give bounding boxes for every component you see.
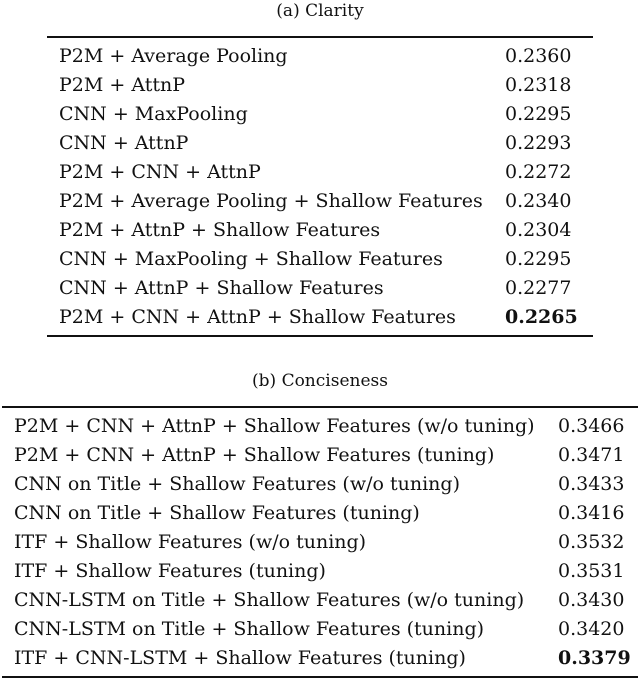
clarity-rows (47, 42, 593, 332)
score-cell: 0.3532 (558, 531, 625, 553)
table-row (47, 216, 593, 245)
best-score-cell: 0.3379 (558, 647, 631, 669)
clarity-table (47, 36, 593, 337)
method-cell: P2M + CNN + AttnP + Shallow Features (w/o tuning) (14, 415, 535, 437)
method-cell: ITF + Shallow Features (tuning) (14, 560, 326, 582)
conciseness-bottom-rule (2, 676, 638, 678)
table-row (47, 100, 593, 129)
method-cell: CNN on Title + Shallow Features (w/o tuning) (14, 473, 460, 495)
method-cell: P2M + CNN + AttnP + Shallow Features (59, 306, 456, 328)
table-row (2, 557, 638, 586)
table-row (47, 42, 593, 71)
score-cell: 0.3416 (558, 502, 625, 524)
method-cell: CNN + MaxPooling (59, 103, 248, 125)
method-cell: CNN-LSTM on Title + Shallow Features (tuning) (14, 618, 485, 640)
score-cell: 0.3471 (558, 444, 625, 466)
clarity-caption: (a) Clarity (276, 1, 364, 21)
table-row (2, 528, 638, 557)
method-cell: CNN + AttnP + Shallow Features (59, 277, 384, 299)
method-cell: P2M + CNN + AttnP (59, 161, 261, 183)
conciseness-rows (2, 412, 638, 673)
table-row (2, 441, 638, 470)
score-cell: 0.3430 (558, 589, 625, 611)
table-row (47, 158, 593, 187)
method-cell: CNN on Title + Shallow Features (tuning) (14, 502, 420, 524)
score-cell: 0.2277 (505, 277, 572, 299)
table-row (47, 187, 593, 216)
best-score-cell: 0.2265 (505, 306, 578, 328)
table-row (47, 245, 593, 274)
score-cell: 0.3420 (558, 618, 625, 640)
table-row (47, 303, 593, 332)
conciseness-table (2, 406, 638, 678)
method-cell: CNN-LSTM on Title + Shallow Features (w/o tuning) (14, 589, 525, 611)
conciseness-caption: (b) Conciseness (252, 371, 388, 391)
method-cell: P2M + AttnP (59, 74, 186, 96)
method-cell: CNN + MaxPooling + Shallow Features (59, 248, 443, 270)
score-cell: 0.2272 (505, 161, 572, 183)
score-cell: 0.2360 (505, 45, 572, 67)
method-cell: ITF + Shallow Features (w/o tuning) (14, 531, 367, 553)
method-cell: P2M + CNN + AttnP + Shallow Features (tuning) (14, 444, 495, 466)
table-row (2, 412, 638, 441)
method-cell: ITF + CNN-LSTM + Shallow Features (tuning) (14, 647, 466, 669)
method-cell: CNN + AttnP (59, 132, 189, 154)
score-cell: 0.3531 (558, 560, 625, 582)
clarity-bottom-rule (47, 335, 593, 337)
score-cell: 0.3433 (558, 473, 625, 495)
table-row (2, 470, 638, 499)
score-cell: 0.2293 (505, 132, 572, 154)
table-row (47, 71, 593, 100)
method-cell: P2M + AttnP + Shallow Features (59, 219, 381, 241)
method-cell: P2M + Average Pooling (59, 45, 288, 67)
score-cell: 0.2304 (505, 219, 572, 241)
table-row (47, 129, 593, 158)
score-cell: 0.2295 (505, 248, 572, 270)
score-cell: 0.2340 (505, 190, 572, 212)
table-row (2, 499, 638, 528)
score-cell: 0.2318 (505, 74, 572, 96)
table-row (2, 644, 638, 673)
score-cell: 0.3466 (558, 415, 625, 437)
table-row (2, 615, 638, 644)
method-cell: P2M + Average Pooling + Shallow Features (59, 190, 483, 212)
table-row (2, 586, 638, 615)
score-cell: 0.2295 (505, 103, 572, 125)
table-row (47, 274, 593, 303)
